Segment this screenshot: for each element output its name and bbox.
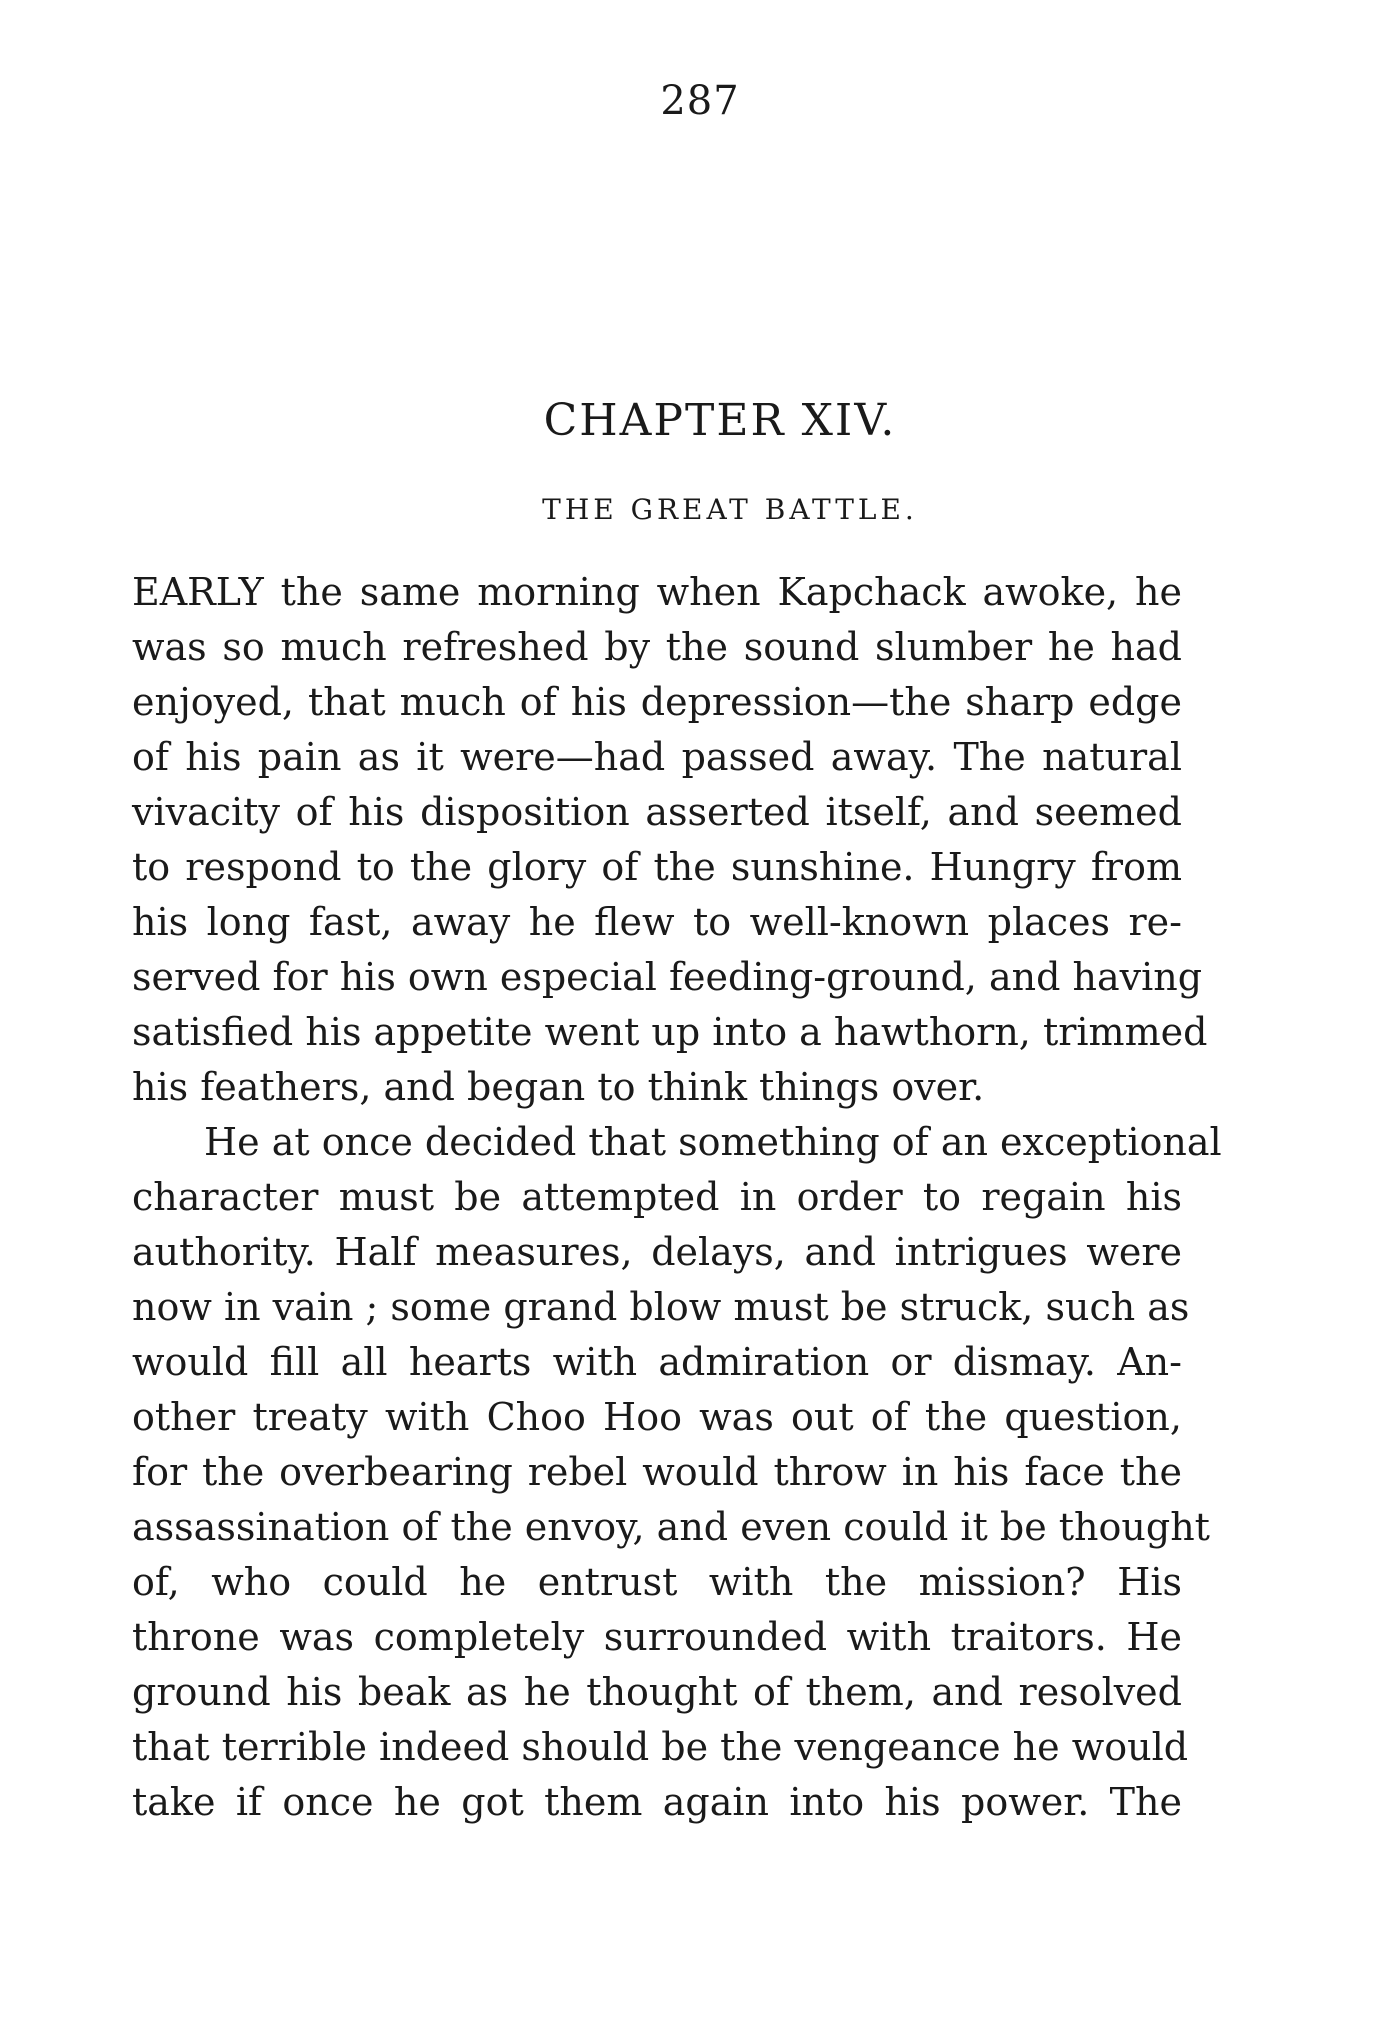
text-line: served for his own especial feeding-ground, and having: [132, 955, 1203, 999]
text-line: He at once decided that something of an exceptional: [204, 1120, 1222, 1164]
text-line: authority. Half measures, delays, and intrigues were: [132, 1230, 1182, 1274]
chapter-title: CHAPTER XIV.: [543, 395, 897, 446]
text-line: ground his beak as he thought of them, and resolved: [132, 1670, 1182, 1714]
text-line: character must be attempted in order to regain his: [132, 1175, 1182, 1219]
text-line: for the overbearing rebel would throw in his face the: [132, 1450, 1182, 1494]
text-line: of, who could he entrust with the mission? His: [132, 1560, 1182, 1604]
text-line: his long fast, away he flew to well-known places re-: [132, 900, 1182, 944]
text-line: enjoyed, that much of his depression—the sharp edge: [132, 680, 1182, 724]
text-line: take if once he got them again into his power. The: [132, 1780, 1182, 1824]
text-line: to respond to the glory of the sunshine. Hungry from: [132, 845, 1182, 889]
body-text: [132, 565, 1222, 1830]
chapter-subtitle: THE GREAT BATTLE.: [542, 493, 918, 526]
text-line: was so much refreshed by the sound slumber he had: [132, 625, 1182, 669]
text-line: would fill all hearts with admiration or dismay. An-: [132, 1340, 1182, 1384]
text-line: that terrible indeed should be the vengeance he would: [132, 1725, 1189, 1769]
page-number: 287: [660, 78, 740, 124]
text-line: vivacity of his disposition asserted itself, and seemed: [132, 790, 1182, 834]
text-line: EARLY the same morning when Kapchack awoke, he: [132, 570, 1182, 614]
text-line: his feathers, and began to think things over.: [132, 1065, 985, 1109]
text-line: now in vain ; some grand blow must be struck, such as: [132, 1285, 1190, 1329]
text-line: satisfied his appetite went up into a hawthorn, trimmed: [132, 1010, 1208, 1054]
text-line: of his pain as it were—had passed away. The natural: [132, 735, 1182, 779]
text-line: other treaty with Choo Hoo was out of the question,: [132, 1395, 1182, 1439]
text-line: throne was completely surrounded with traitors. He: [132, 1615, 1182, 1659]
text-line: assassination of the envoy, and even could it be thought: [132, 1505, 1210, 1549]
